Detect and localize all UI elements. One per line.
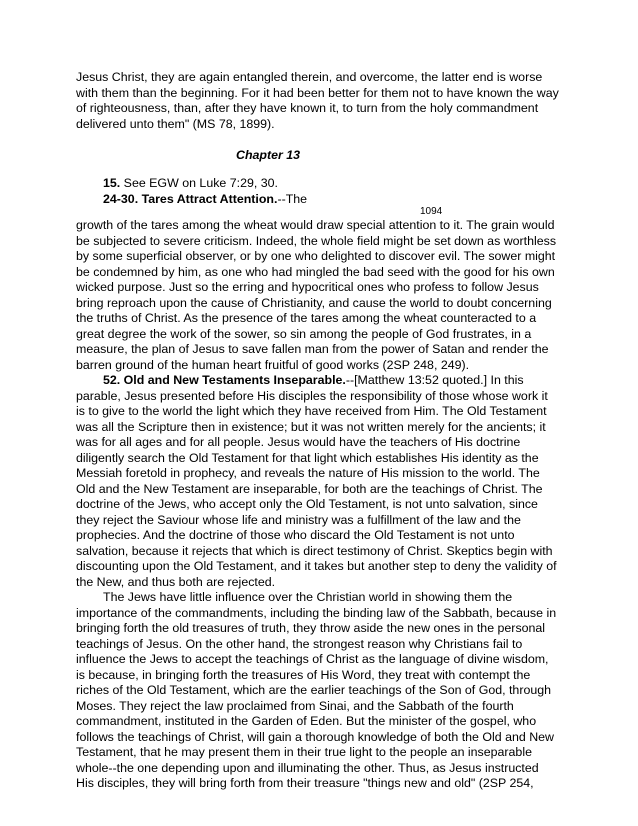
text-line: diligently search the Old Testament for that light which establishes His identity as the: [76, 450, 539, 465]
text-line: by some superficial observer, or by one who delighted to discover evil. The sower might: [76, 249, 556, 263]
text-line: with them than the beginning. For it had been better for them not to have known the way: [76, 85, 559, 100]
text-line: be condemned by him, as one who had mingled the bad seed with the good for his own: [76, 264, 555, 279]
item-text: --[Matthew 13:52 quoted.] In this: [345, 373, 524, 387]
chapter-heading: Chapter 13: [236, 148, 301, 162]
text-line: follows the teachings of Christ, will gain a thorough knowledge of both the Old and New: [76, 729, 555, 744]
item-24-30: [76, 192, 566, 208]
text-line: they reject the Saviour whose life and ministry was a fulfillment of the law and the: [76, 512, 521, 527]
text-line: the New, and thus both are rejected.: [76, 574, 276, 589]
text-line: bring reproach upon the cause of Christianity, and cause the world to doubt concerning: [76, 295, 552, 310]
item-heading: 24-30. Tares Attract Attention.: [103, 191, 278, 206]
verse-items: [76, 176, 566, 207]
text-line: wicked purpose. Just so the erring and hypocritical ones who profess to follow Jesus: [76, 280, 539, 294]
item-52: [76, 373, 566, 389]
text-line: Jesus Christ, they are again entangled therein, and overcome, the latter end is worse: [76, 70, 543, 84]
text-line: be subjected to severe criticism. Indeed, the whole field might be set down as worthless: [76, 233, 557, 248]
text-line: Moses. They reject the law proclaimed from Sinai, and the Sabbath of the fourth: [76, 698, 514, 713]
item-heading: 52. Old and New Testaments Inseparable.: [103, 373, 346, 387]
item-text: --The: [277, 191, 308, 206]
text-line: is because, in bringing forth the treasures of His Word, they treat with contempt the: [76, 667, 531, 682]
intro-paragraph: [76, 70, 566, 132]
text-line: barren ground of the human heart fruitful of good works (2SP 248, 249).: [76, 357, 470, 372]
text-line: salvation, because it rejects that which is direct testimony of Christ. Skeptics begin with: [76, 543, 553, 558]
text-line: was all the Scripture then in existence; but it was not written merely for the ancients; it: [76, 419, 546, 434]
text-line: discounting upon the Old Testament, and it takes but another step to deny the validity of: [76, 559, 557, 573]
item-15: [76, 176, 566, 192]
item-number: 15.: [103, 176, 121, 190]
text-line: influence the Jews to accept the teachings of Christ as the language of divine wisdom,: [76, 652, 549, 666]
paragraph-tares: [76, 218, 566, 792]
text-line: Testament, that he may present them in their true light to the people an inseparable: [76, 745, 532, 759]
text-line: delivered unto them" (MS 78, 1899).: [76, 116, 275, 131]
item-text: See EGW on Luke 7:29, 30.: [120, 176, 278, 190]
text-line: was for all ages and for all people. Jesus would have the teachers of His doctrine: [76, 435, 521, 449]
text-line: importance of the commandments, including the binding law of the Sabbath, because in: [76, 605, 557, 620]
text-line: teachings of Jesus. On the other hand, the strongest reason why Christians fail to: [76, 636, 523, 651]
text-line: great degree the work of the sower, so sin among the people of God frustrates, in a: [76, 326, 532, 341]
text-line: bringing forth the old treasures of truth, they throw aside the new ones in the personal: [76, 621, 546, 635]
page-number: 1094: [420, 206, 443, 217]
text-line: commandment, instituted in the Garden of Eden. But the minister of the gospel, who: [76, 714, 537, 728]
text-line: doctrine of the Jews, who accept only the Old Testament, is not unto salvation, since: [76, 497, 538, 511]
text-line: is to give to the world the light which they have received from Him. The Old Testament: [76, 404, 547, 418]
text-line: measure, the plan of Jesus to save fallen man from the power of Satan and render the: [76, 342, 549, 356]
text-line: the truths of Christ. As the presence of the tares among the wheat counteracted to a: [76, 311, 537, 325]
text-line: Old and the New Testament are inseparable, for both are the teachings of Christ. The: [76, 481, 543, 496]
text-line: growth of the tares among the wheat would draw special attention to it. The grain would: [76, 218, 555, 232]
text-line: prophecies. And the doctrine of those who discard the Old Testament is not unto: [76, 528, 515, 542]
text-line: parable, Jesus presented before His disciples the responsibility of those whose work it: [76, 388, 548, 403]
text-line: riches of the Old Testament, which are the earlier teachings of the Son of God, through: [76, 683, 552, 697]
text-line: whole--the one depending upon and illuminating the other. Thus, as Jesus instructed: [76, 760, 539, 775]
text-line: His disciples, they will bring forth from their treasure "things new and old" (2SP 254,: [76, 776, 534, 790]
text-line: The Jews have little influence over the Christian world in showing them the: [103, 590, 513, 604]
text-line: of righteousness, than, after they have known it, to turn from the holy commandment: [76, 101, 539, 115]
text-line: Messiah foretold in prophecy, and reveals the nature of His mission to the world. The: [76, 466, 540, 480]
